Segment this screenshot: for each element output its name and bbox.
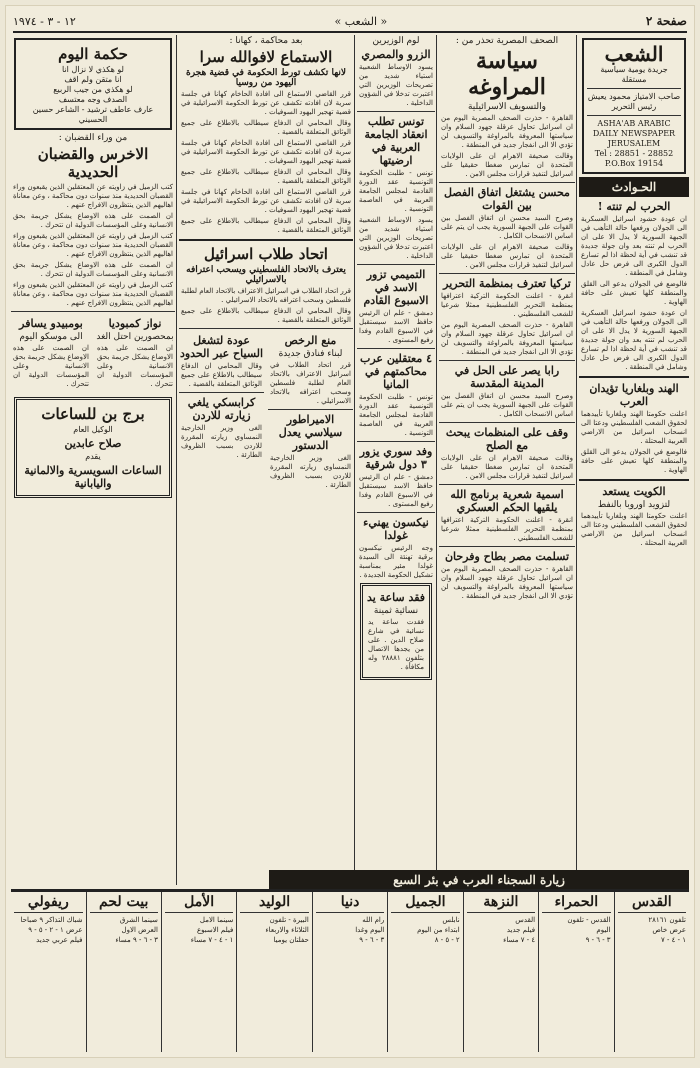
ad-headline: برج بن للساعات <box>41 405 145 423</box>
cinema-info: فيلم عربي جديد <box>36 936 83 944</box>
cinema-info: رام الله <box>362 916 385 924</box>
article-text: دمشق - علم ان الرئيس حافظ الاسد سيستقبل في الاسبوع القادم وفدا رفيع المستوى . <box>359 309 433 344</box>
article-headline: نواز كمبوديا <box>108 317 162 330</box>
cinema-info: اليوم <box>596 926 611 934</box>
cinema-info: ابتداء من اليوم <box>417 926 460 934</box>
cinema-info: نابلس <box>442 916 460 924</box>
article-text: وقال المحامي ان الدفاع سيطالب بالاطلاع على جميع الوثائق المتعلقة بالقضية . <box>181 119 351 136</box>
page-header <box>13 11 687 33</box>
article-headline: الزرو والمصري <box>361 48 431 61</box>
article-subhead: لانها تكشف تورط الحكومة في قضية هجرة اليهود من روسيا <box>186 68 346 88</box>
english-name: ASHA'AB ARABIC DAILY NEWSPAPER JERUSALEM <box>592 119 676 148</box>
cinema-info: شباك التذاكر ٩ صباحا <box>20 916 83 924</box>
cinema-info: عرض خاص <box>652 926 686 934</box>
cinema-info: تلفون ٢٨١٦١ <box>648 916 686 924</box>
verse-line: انا متقن ولم اقف <box>64 75 122 84</box>
article-text: ان الصمت على هذه الاوضاع يشكل جريمة بحق الانسانية وعلى المؤسسات الدولية ان تتحرك . <box>13 212 173 229</box>
ad-text: الساعات السويسرية والالمانية واليابانية <box>24 464 162 490</box>
cinema-info: فيلم جديد <box>506 926 536 934</box>
article-headline: تسلمت مصر بطاح وفرحان <box>444 550 570 563</box>
article-text: كتب الزميل في زاويته عن المعتقلين الذين يقبعون وراء القضبان الحديدية منذ سنوات دون محاكمة ، وعن معاناة اهاليهم الذين ينتظرون الافراج عنهم . <box>13 232 173 258</box>
cinema-info: فيلم الاسبوع <box>197 926 234 934</box>
article-text: وقالت صحيفة الاهرام ان على الولايات المتحدة ان تمارس ضغطا حقيقيا على اسرائيل لتنفيذ قرارات مجلس الامن . <box>441 152 573 178</box>
main-headline: سياسة المراوغه <box>468 48 546 100</box>
article-text: القاهرة - حذرت الصحف المصرية اليوم من ان اسرائيل تحاول عرقلة جهود السلام وان سياستها المعروفة بالمراوغة والتسويف لن تؤدي الا الى انفجار جديد في المنطقة . <box>441 321 573 356</box>
publisher: صاحب الامتياز محمود يعيش <box>587 92 681 101</box>
article-text: وقال المحامي ان الدفاع سيطالب بالاطلاع على جميع الوثائق المتعلقة بالقضية . <box>181 217 351 234</box>
article-kicker: الصحف المصرية تحذر من : <box>455 36 559 46</box>
pobox: P.O.Box 19154 <box>604 159 664 168</box>
paper-name: « الشعب » <box>334 14 388 28</box>
article-text: كتب الزميل في زاويته عن المعتقلين الذين يقبعون وراء القضبان الحديدية منذ سنوات دون محاكمة ، وعن معاناة اهاليهم الذين ينتظرون الافراج عنهم . <box>13 183 173 209</box>
cinema-info: سينما الشرق <box>119 916 158 924</box>
verse-author: عارف عاطف ترشيد - الشاعر حسين الحسيني <box>32 105 154 124</box>
newspaper-page <box>5 5 695 1058</box>
article-headline: رابا يصر على الحل في المدينة المقدسة <box>454 364 560 390</box>
opinion-column <box>11 35 175 885</box>
cinema-ad <box>614 892 689 1052</box>
article-headline: وقف على المنظمات يبحث مع الصلح <box>445 426 569 452</box>
article-subhead: لتزويد اوروبا بالنفط <box>597 500 671 510</box>
article-text: ان الصمت على هذه الاوضاع يشكل جريمة بحق الانسانية وعلى المؤسسات الدولية ان تتحرك . <box>97 344 173 388</box>
article-headline: الهند وبلغاريا تؤيدان العرب <box>589 382 679 408</box>
masthead-box <box>582 38 686 174</box>
cinema-ad <box>387 892 462 1052</box>
article-headline: كرابسكي يلغي زيارته للاردن <box>187 396 256 422</box>
article-text: اعلنت حكومتا الهند وبلغاريا تأييدهما لحقوق الشعب الفلسطيني ودعتا الى انسحاب اسرائيل من الاراضي العربية المحتلة . <box>581 512 687 547</box>
article-text: فالوضع في الجولان يدعو الى القلق والمنطقة كلها تعيش على حافة الهاوية . <box>581 280 687 306</box>
article-headline: محسن يشتغل اتفاق الفصل بين القوات <box>444 186 570 212</box>
article-text: انقرة - اعلنت الحكومة التركية اعترافها بمنظمة التحرير الفلسطينية ممثلا شرعيا للشعب الفلسطيني . <box>441 292 573 318</box>
cinema-info: العرض الاول <box>121 926 158 934</box>
notice-title: فقد ساعة يد <box>366 591 426 604</box>
cinema-info: ٢ - ٥ - ٨ <box>434 936 460 944</box>
article-headline: الكويت يستعد <box>602 485 666 498</box>
article-text: قرر القاضي الاستماع الى افادة الحاخام كهانا في جلسة سرية لان افادته تكشف عن تورط الحكومة الاسرائيلية في قضية تهجير اليهود السوفيات . <box>181 139 351 165</box>
cinema-info: ٤ - ٧ مساء <box>503 936 536 944</box>
article-text: يسود الاوساط الشعبية استياء شديد من تصريحات الوزيرين التي اعتبرت تدخلا في الشؤون الداخلية . <box>359 63 433 107</box>
article-subhead: يعترف بالاتحاد الفلسطيني ويسحب اعترافه بالاسرائيلي <box>186 265 346 285</box>
article-text: وجه الرئيس نيكسون برقية تهنئة الى السيدة غولدا مئير بمناسبة تشكيل الحكومة الجديدة . <box>359 544 433 579</box>
article-text: دمشق - علم ان الرئيس حافظ الاسد سيستقبل في الاسبوع القادم وفدا رفيع المستوى . <box>359 473 433 508</box>
editor: رئيس التحرير <box>611 102 657 111</box>
article-subhead: لبناء فنادق جديدة <box>278 349 343 359</box>
article-text: قرر القاضي الاستماع الى افادة الحاخام كهانا في جلسة سرية لان افادته تكشف عن تورط الحكومة الاسرائيلية في قضية تهجير اليهود السوفيات . <box>181 188 351 214</box>
article-headline: تونس تطلب انعقاد الجامعة العربية في ارضيتها <box>364 115 428 167</box>
article-kicker: بعد محاكمة ، كهانا : <box>229 36 303 46</box>
cinema-ad <box>538 892 613 1052</box>
cinema-info: ٣ - ٦ - ٩ مساء <box>115 936 158 944</box>
notice-subtitle: نسائية ثمينة <box>373 606 419 616</box>
cinema-name: ريفولي <box>14 894 82 913</box>
article-text: الغى وزير الخارجية النمساوي زيارته المقررة للاردن بسبب الظروف الطارئة . <box>270 454 351 489</box>
article-text: اعلنت حكومتا الهند وبلغاريا تأييدهما لحقوق الشعب الفلسطيني ودعتا الى انسحاب اسرائيل من الاراضي العربية المحتلة . <box>581 410 687 445</box>
cinema-ads-footer <box>11 889 689 1052</box>
cinema-name: الوليد <box>240 894 308 913</box>
article-headline: نيكسون يهنيء غولدا <box>363 516 429 542</box>
article-text: يسود الاوساط الشعبية استياء شديد من تصريحات الوزيرين التي اعتبرت تدخلا في الشؤون الداخلية . <box>359 216 433 260</box>
article-text: وصرح السيد محسن ان اتفاق الفصل بين القوات على الجبهة السورية يجب ان يتم على اساس الانسحاب الكامل . <box>441 214 573 240</box>
logo-subtitle: جريدة يومية سياسية مستقلة <box>600 65 668 84</box>
article-text: وصرح السيد محسن ان اتفاق الفصل بين القوات على الجبهة السورية يجب ان يتم على اساس الانسحاب الكامل . <box>441 392 573 418</box>
cinema-ad <box>86 892 161 1052</box>
article-text: وقال المحامي ان الدفاع سيطالب بالاطلاع على جميع الوثائق المتعلقة بالقضية . <box>181 362 262 388</box>
cinema-name: القدس <box>618 894 686 913</box>
cinema-name: الأمل <box>165 894 233 913</box>
verse-line: لو هكذي من جيب الربيع <box>53 85 133 94</box>
cinema-name: النزهة <box>467 894 535 913</box>
article-text: انقرة - اعلنت الحكومة التركية اعترافها بمنظمة التحرير الفلسطينية ممثلا شرعيا للشعب الفلسطيني . <box>441 516 573 542</box>
cinema-info: ٣ - ٦ - ٩ <box>585 936 611 944</box>
cinema-ad <box>236 892 311 1052</box>
article-text: ان الصمت على هذه الاوضاع يشكل جريمة بحق الانسانية وعلى المؤسسات الدولية ان تتحرك . <box>13 261 173 278</box>
cinema-ad <box>463 892 538 1052</box>
cinema-info: ١ - ٤ - ٧ مساء <box>190 936 234 944</box>
wisdom-box <box>14 38 172 130</box>
article-text: وقالت صحيفة الاهرام ان على الولايات المتحدة ان تمارس ضغطا حقيقيا على اسرائيل لتنفيذ قرارات مجلس الامن . <box>441 454 573 480</box>
column-rule <box>576 35 577 885</box>
cinema-name: الجميل <box>391 894 459 913</box>
cinema-name: بيت لحم <box>90 894 158 913</box>
cinema-ad <box>161 892 236 1052</box>
paper-logo: الشعب <box>604 42 664 66</box>
article-subhead: بمحصورين احتل الغد <box>96 332 174 342</box>
ad-text: الوكيل العام <box>73 425 113 434</box>
cinema-info: القدس - تلفون <box>567 916 611 924</box>
issue-date: ١٢ - ٣ - ١٩٧٤ <box>13 14 76 28</box>
article-headline: الحرب لم تنته ! <box>597 200 671 213</box>
phone: Tel : 28851 - 28852 <box>594 149 674 158</box>
ad-text: صلاح عابدين <box>64 437 122 450</box>
article-text: فالوضع في الجولان يدعو الى القلق والمنطقة كلها تعيش على حافة الهاوية . <box>581 448 687 474</box>
verse-line: الصدف وجه معتسف <box>58 95 128 104</box>
article-headline: اتحاد طلاب اسرائيل <box>204 245 328 263</box>
ministers-column <box>357 35 435 885</box>
article-text: قرر اتحاد الطلاب في اسرائيل الاعتراف بالاتحاد العام لطلبة فلسطين وسحب اعترافه بالاتحاد الاسرائيلي . <box>270 361 351 405</box>
article-text: الغى وزير الخارجية النمساوي زيارته المقررة للاردن بسبب الظروف الطارئة . <box>181 424 262 459</box>
article-kicker: من وراء القضبان : <box>58 133 128 143</box>
article-kicker: لوم الوزيرين <box>372 36 420 46</box>
article-text: ان عودة حشود اسرائيل العسكرية الى الجولان ورفعها حالة التأهب في الجبهة السورية لا يدل الا على ان الحرب لم تنته بعد وان جولة جديدة قد تنشب في أية لحظة اذا لم تسارع الدول الكبرى الى فرض حل عادل وشامل في المنطقة . <box>581 215 687 277</box>
article-text: ان عودة حشود اسرائيل العسكرية الى الجولان ورفعها حالة التأهب في الجبهة السورية لا يدل الا على ان الحرب لم تنته بعد وان جولة جديدة قد تنشب في أية لحظة اذا لم تسارع الدول الكبرى الى فرض حل عادل وشامل في المنطقة . <box>581 309 687 371</box>
article-text: القاهرة - حذرت الصحف المصرية اليوم من ان اسرائيل تحاول عرقلة جهود السلام وان سياستها المعروفة بالمراوغة والتسويف لن تؤدي الا الى انفجار جديد في المنطقة . <box>441 565 573 600</box>
cinema-info: حفلتان يوميا <box>273 936 309 944</box>
column-rule <box>436 35 437 885</box>
watch-shop-ad <box>14 397 172 498</box>
column-rule <box>354 35 355 885</box>
article-text: وقال المحامي ان الدفاع سيطالب بالاطلاع على جميع الوثائق المتعلقة بالقضية . <box>181 168 351 185</box>
cinema-name: الحمراء <box>542 894 610 913</box>
column-rule <box>176 35 177 885</box>
article-headline: التميمي تزور الاسد في الاسبوع القادم <box>363 268 429 307</box>
article-headline: تركيا تعترف بمنظمة التحرير <box>443 277 571 290</box>
article-headline: بومبيدو يسافر <box>19 317 83 330</box>
cinema-name: دنيا <box>316 894 384 913</box>
strip-headline: زيارة السجناء العرب في بئر السبع <box>269 870 689 890</box>
page-number: صفحة ٢ <box>645 14 687 28</box>
article-headline: الاخرس والقضبان الحديدية <box>37 145 149 181</box>
notice-text: فقدت ساعة يد نسائية في شارع صلاح الدين . على من يجدها الاتصال بتلفون ٢٨٨٨١ وله مكافأة . <box>368 618 424 671</box>
cinema-info: عرض ١ - ٢ - ٥ - ٩ <box>28 926 83 934</box>
article-headline: منع الرخص <box>284 334 337 347</box>
cinema-info: سينما الامل <box>199 916 234 924</box>
article-text: قرر القاضي الاستماع الى افادة الحاخام كهانا في جلسة سرية لان افادته تكشف عن تورط الحكومة الاسرائيلية في قضية تهجير اليهود السوفيات . <box>181 90 351 116</box>
article-subhead: والتسويف الاسرائيلية <box>467 102 547 112</box>
article-text: تونس - طلبت الحكومة التونسية عقد الدورة القادمة لمجلس الجامعة العربية في العاصمة التونسية . <box>359 169 433 213</box>
cinema-info: الثلاثاء والاربعاء <box>265 926 309 934</box>
column-title: الحـوادث <box>579 177 689 197</box>
article-headline: عودة لتشغل السياح عبر الحدود <box>179 334 264 360</box>
article-headline: الاستماع لافوالله سرا <box>199 48 333 66</box>
article-headline: الاميراطور سيلاسي يعدل الدستور <box>278 413 343 452</box>
article-text: القاهرة - حذرت الصحف المصرية اليوم من ان اسرائيل تحاول عرقلة جهود السلام وان سياستها المعروفة بالمراوغة والتسويف لن تؤدي الا الى انفجار جديد في المنطقة . <box>441 114 573 149</box>
cinema-info: ٣ - ٦ - ٩ <box>359 936 385 944</box>
article-text: تونس - طلبت الحكومة التونسية عقد الدورة القادمة لمجلس الجامعة العربية في العاصمة التونسية . <box>359 393 433 437</box>
lost-watch-notice <box>360 583 432 680</box>
article-subhead: الى موسكو اليوم <box>19 332 83 342</box>
article-text: ان الصمت على هذه الاوضاع يشكل جريمة بحق الانسانية وعلى المؤسسات الدولية ان تتحرك . <box>13 344 89 388</box>
article-text: وقالت صحيفة الاهرام ان على الولايات المتحدة ان تمارس ضغطا حقيقيا على اسرائيل لتنفيذ قرارات مجلس الامن . <box>441 243 573 269</box>
article-headline: اسمية شعرية برنامج الله يلقيها الحكم العسكري <box>450 488 564 514</box>
article-headline: وفد سوري يزور ٣ دول شرقية <box>359 445 433 471</box>
ad-text: يقدم <box>85 452 101 461</box>
article-text: كتب الزميل في زاويته عن المعتقلين الذين يقبعون وراء القضبان الحديدية منذ سنوات دون محاكمة ، وعن معاناة اهاليهم الذين ينتظرون الافراج عنهم . <box>13 281 173 307</box>
article-text: وقال المحامي ان الدفاع سيطالب بالاطلاع على جميع الوثائق المتعلقة بالقضية . <box>181 307 351 324</box>
egypt-column <box>439 35 575 885</box>
kahana-column <box>179 35 353 885</box>
verse-line: لو هكذي لا نزال انا <box>62 65 124 74</box>
article-text: قرر اتحاد الطلاب في اسرائيل الاعتراف بالاتحاد العام لطلبة فلسطين وسحب اعترافه بالاتحاد الاسرائيلي . <box>181 287 351 304</box>
cinema-info: اليوم وغدا <box>355 926 385 934</box>
cinema-info: ١ - ٤ - ٧ <box>661 936 686 944</box>
cinema-ad <box>312 892 387 1052</box>
article-headline: ٤ معتقلين عرب محاكمتهم في المانيا <box>360 352 432 391</box>
wisdom-title: حكمة اليوم <box>58 45 128 63</box>
masthead-column <box>579 35 689 885</box>
cinema-info: البيرة - تلفون <box>269 916 309 924</box>
cinema-info: القدس <box>515 916 536 924</box>
cinema-ad <box>11 892 85 1052</box>
